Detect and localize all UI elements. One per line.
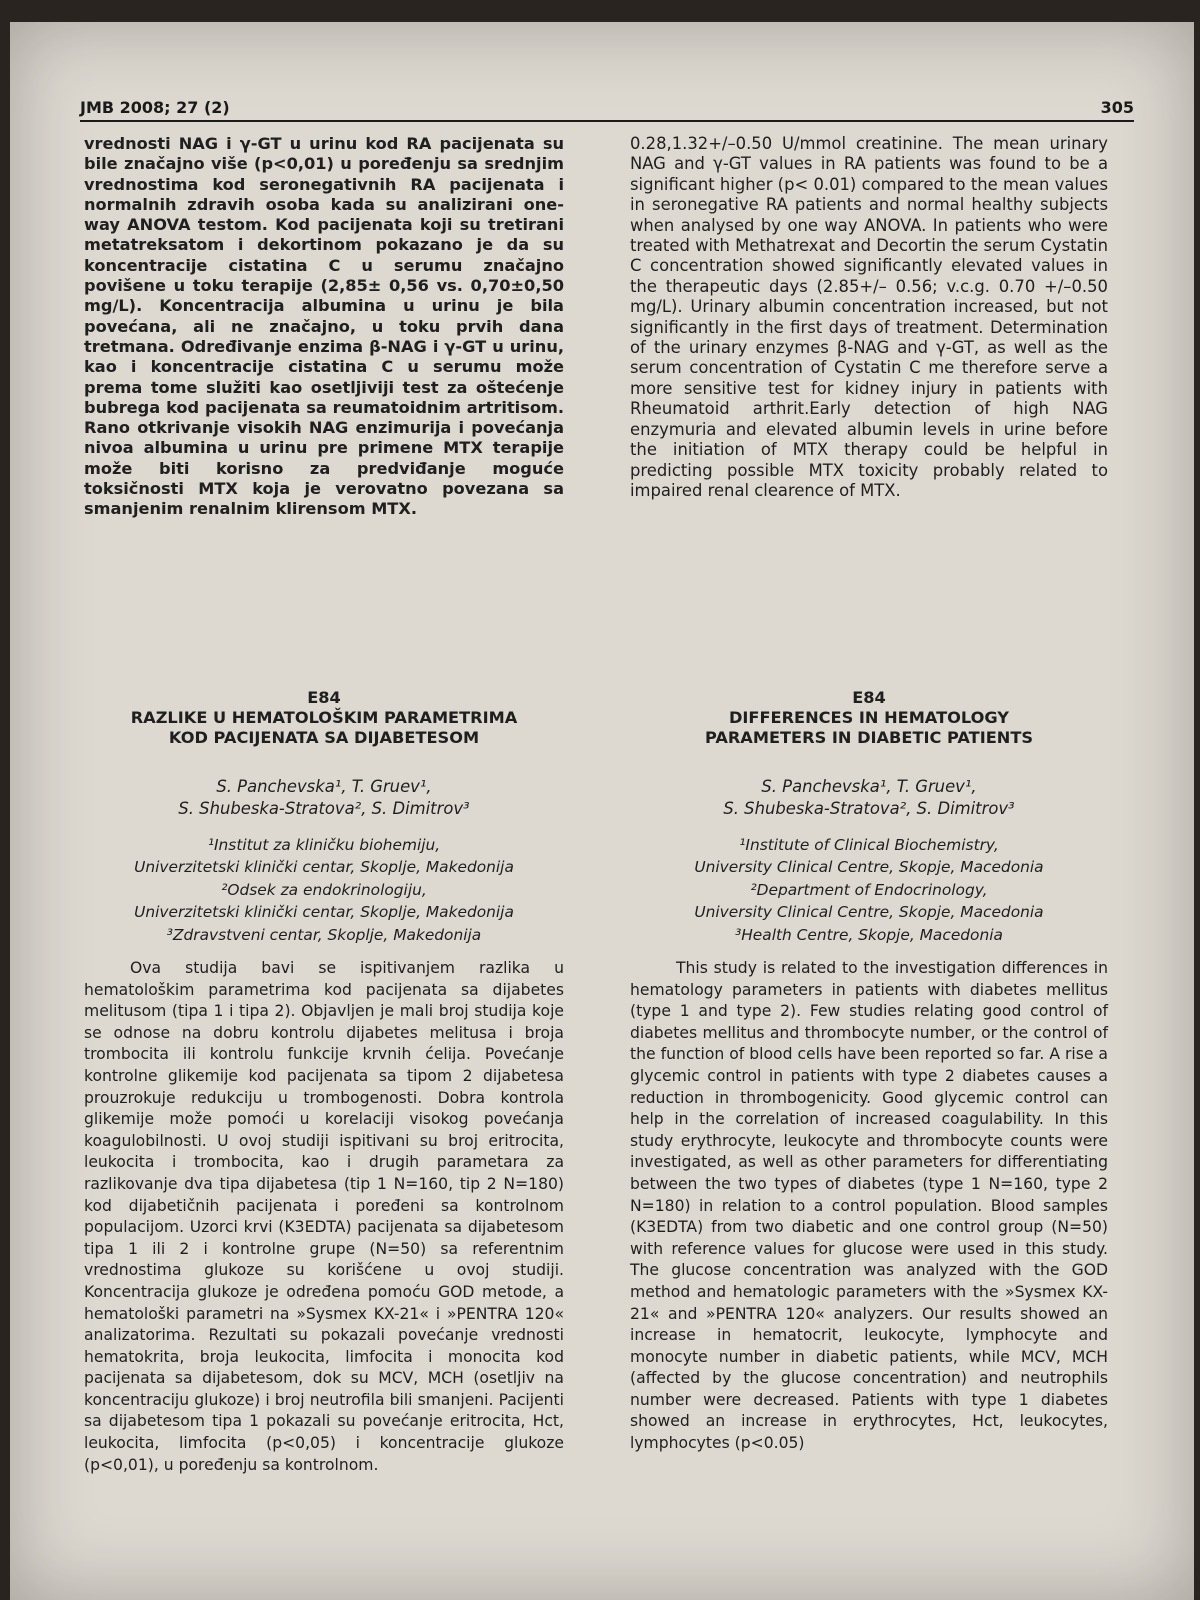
affiliation-line: ²Department of Endocrinology, bbox=[750, 880, 988, 899]
affiliation-line: ¹Institut za kliničku biohemiju, bbox=[207, 836, 441, 854]
affiliation-line: ³Zdravstveni centar, Skoplje, Makedonija bbox=[166, 925, 482, 944]
title-line: RAZLIKE U HEMATOLOŠKIM PARAMETRIMA bbox=[130, 708, 518, 727]
serbian-abstract-body: Ova studija bavi se ispitivanjem razlika u hematološkim parametrima kod pacijenata sa dijabetes melitusom (tipa 1 i tipa 2). Objavljen je mali broj studija koje se odnose na dobru kontrolu dijabetes melitusa i broja trombocita ili kontrolu funkcije krvnih ćelija. Povećanje kontrolne glikemije kod pacijenata sa tipom 2 dijabetesa prouzrokuje redukciju u trombogenosti. Dobra kontrola glikemije može pomoći u korelaciji visokog povećanja koagulobilnosti. U ovoj studiji ispitivani su broj eritrocita, leukocita i trombocita, kao i drugih parametara za razlikovanje dva tipa dijabetesa (tip 1 N=160, tip 2 N=180) kod dijabetičnih pacijenata i poređeni sa kontrolnom populacijom. Uzorci krvi (K3EDTA) pacijenata sa dijabetesom tipa 1 ili 2 i kontrolne grupe (N=50) sa referentnim vrednostima glukoze su korišćene u ovoj studiji. Koncentracija glukoze je određena pomoću GOD metode, a hematološki parametri na »Sysmex KX-21« i »PENTRA 120« analizatorima. Rezultati su pokazali povećanje vrednosti hematokrita, broja leukocita, limfocita i monocita kod pacijenata sa dijabetesom, dok su MCV, MCH (osetljiv na koncentraciju glukoze) i broj neutrofila bili smanjeni. Pacijenti sa dijabetesom tipa 1 pokazali su povećanje eritrocita, Hct, leukocita, limfocita (p<0,05) i koncentracije glukoze (p<0,01), u poređenju sa kontrolnom. bbox=[84, 959, 564, 1474]
english-affiliations bbox=[630, 834, 1108, 946]
page-header bbox=[80, 76, 1134, 122]
journal-citation: JMB 2008; 27 (2) bbox=[80, 98, 230, 117]
affiliation-line: Univerzitetski klinički centar, Skoplje, Makedonija bbox=[134, 858, 514, 877]
abstract-code: E84 bbox=[307, 688, 341, 707]
title-line: PARAMETERS IN DIABETIC PATIENTS bbox=[704, 728, 1034, 747]
english-abstract-body: This study is related to the investigation differences in hematology parameters in patients with diabetes mellitus (type 1 and type 2). Few studies relating good control of diabetes mellitus and thrombocyte number, or the control of the function of blood cells have been reported so far. A rise a glycemic control in patients with type 2 diabetes causes a reduction in thrombogenicity. Good glycemic control can help in the correlation of increased coagulability. In this study erythrocyte, leukocyte and thrombocyte counts were investigated, as well as other parameters for differentiating between the two types of diabetes (type 1 N=160, type 2 N=180) in relation to a control population. Blood samples (K3EDTA) from two diabetic and one control group (N=50) with reference values for glucose were used in this study. The glucose concentration was analyzed with the GOD method and hematologic parameters with the »Sysmex KX-21« and »PENTRA 120« analyzers. Our results showed an increase in hematocrit, leukocyte, lymphocyte and monocyte number in diabetic patients, while MCV, MCH (affected by the glucose concentration) and neutrophils number were decreased. Patients with type 1 diabetes showed an increase in erythrocytes, Hct, leukocytes, lymphocytes (p<0.05) bbox=[630, 959, 1108, 1453]
english-continuation-text: 0.28,1.32+/–0.50 U/mmol creatinine. The mean urinary NAG and γ-GT values in RA patients was found to be a significant higher (p< 0.01) compared to the mean values in seronegative RA patients and normal healthy subjects when analysed by one way ANOVA. In patients who were treated with Methatrexat and Decortin the serum Cystatin C concentration showed significantly elevated values in the therapeutic days (2.85+/– 0.56; v.c.g. 0.70 +/–0.50 mg/L). Urinary albumin concentration increased, but not significantly in the first days of treatment. Determination of the urinary enzymes β-NAG and γ-GT, as well as the serum concentration of Cystatin C me therefore serve a more sensitive test for kidney injury in patients with Rheumatoid arthrit.Early detection of high NAG enzymuria and elevated albumin levels in urine before the initiation of MTX therapy could be helpful in predicting possible MTX toxicity probably related to impaired renal clearence of MTX. bbox=[630, 134, 1108, 500]
affiliation-line: Univerzitetski klinički centar, Skoplje, Makedonija bbox=[134, 903, 514, 922]
affiliation-line: ²Odsek za endokrinologiju, bbox=[221, 880, 427, 899]
affiliation-line: ¹Institute of Clinical Biochemistry, bbox=[739, 836, 999, 854]
journal-page bbox=[10, 22, 1194, 1600]
affiliation-line: ³Health Centre, Skopje, Macedonia bbox=[735, 925, 1003, 944]
title-line: DIFFERENCES IN HEMATOLOGY bbox=[728, 708, 1010, 727]
english-abstract-title bbox=[630, 688, 1108, 748]
affiliation-line: University Clinical Centre, Skopje, Macedonia bbox=[694, 858, 1044, 877]
serbian-authors bbox=[84, 776, 564, 820]
page-number: 305 bbox=[1100, 98, 1134, 117]
authors-line: S. Shubeska-Stratova², S. Dimitrov³ bbox=[178, 799, 470, 818]
serbian-abstract-title bbox=[84, 688, 564, 748]
serbian-continuation-text: vrednosti NAG i γ-GT u urinu kod RA pacijenata su bile značajno više (p<0,01) u poređenju sa srednjim vrednostima kod seronegativnih RA pacijenata i normalnih zdravih osoba kada su analizirani one-way ANOVA testom. Kod pacijenata koji su tretirani metatreksatom i dekortinom pokazano je da su koncentracije cistatina C u serumu značajno povišene u toku terapije (2,85± 0,56 vs. 0,70±0,50 mg/L). Koncentracija albumina u urinu je bila povećana, ali ne značajno, u toku prvih dana tretmana. Određivanje enzima β-NAG i γ-GT u urinu, kao i koncentracije cistatina C u serumu može prema tome služiti kao osetljiviji test za oštećenje bubrega kod pacijenata sa reumatoidnim artritisom. Rano otkrivanje visokih NAG enzimurija i povećanja nivoa albumina u urinu pre primene MTX terapije može biti korisno za predviđanje moguće toksičnosti MTX koja je verovatno povezana sa smanjenim renalnim klirensom MTX. bbox=[84, 134, 564, 519]
authors-line: S. Panchevska¹, T. Gruev¹, bbox=[216, 777, 432, 796]
affiliation-line: University Clinical Centre, Skopje, Macedonia bbox=[694, 903, 1044, 922]
english-authors bbox=[630, 776, 1108, 820]
authors-line: S. Panchevska¹, T. Gruev¹, bbox=[761, 777, 977, 796]
authors-line: S. Shubeska-Stratova², S. Dimitrov³ bbox=[723, 799, 1015, 818]
serbian-affiliations bbox=[84, 834, 564, 946]
title-line: KOD PACIJENATA SA DIJABETESOM bbox=[168, 728, 480, 747]
abstract-code: E84 bbox=[852, 688, 886, 707]
